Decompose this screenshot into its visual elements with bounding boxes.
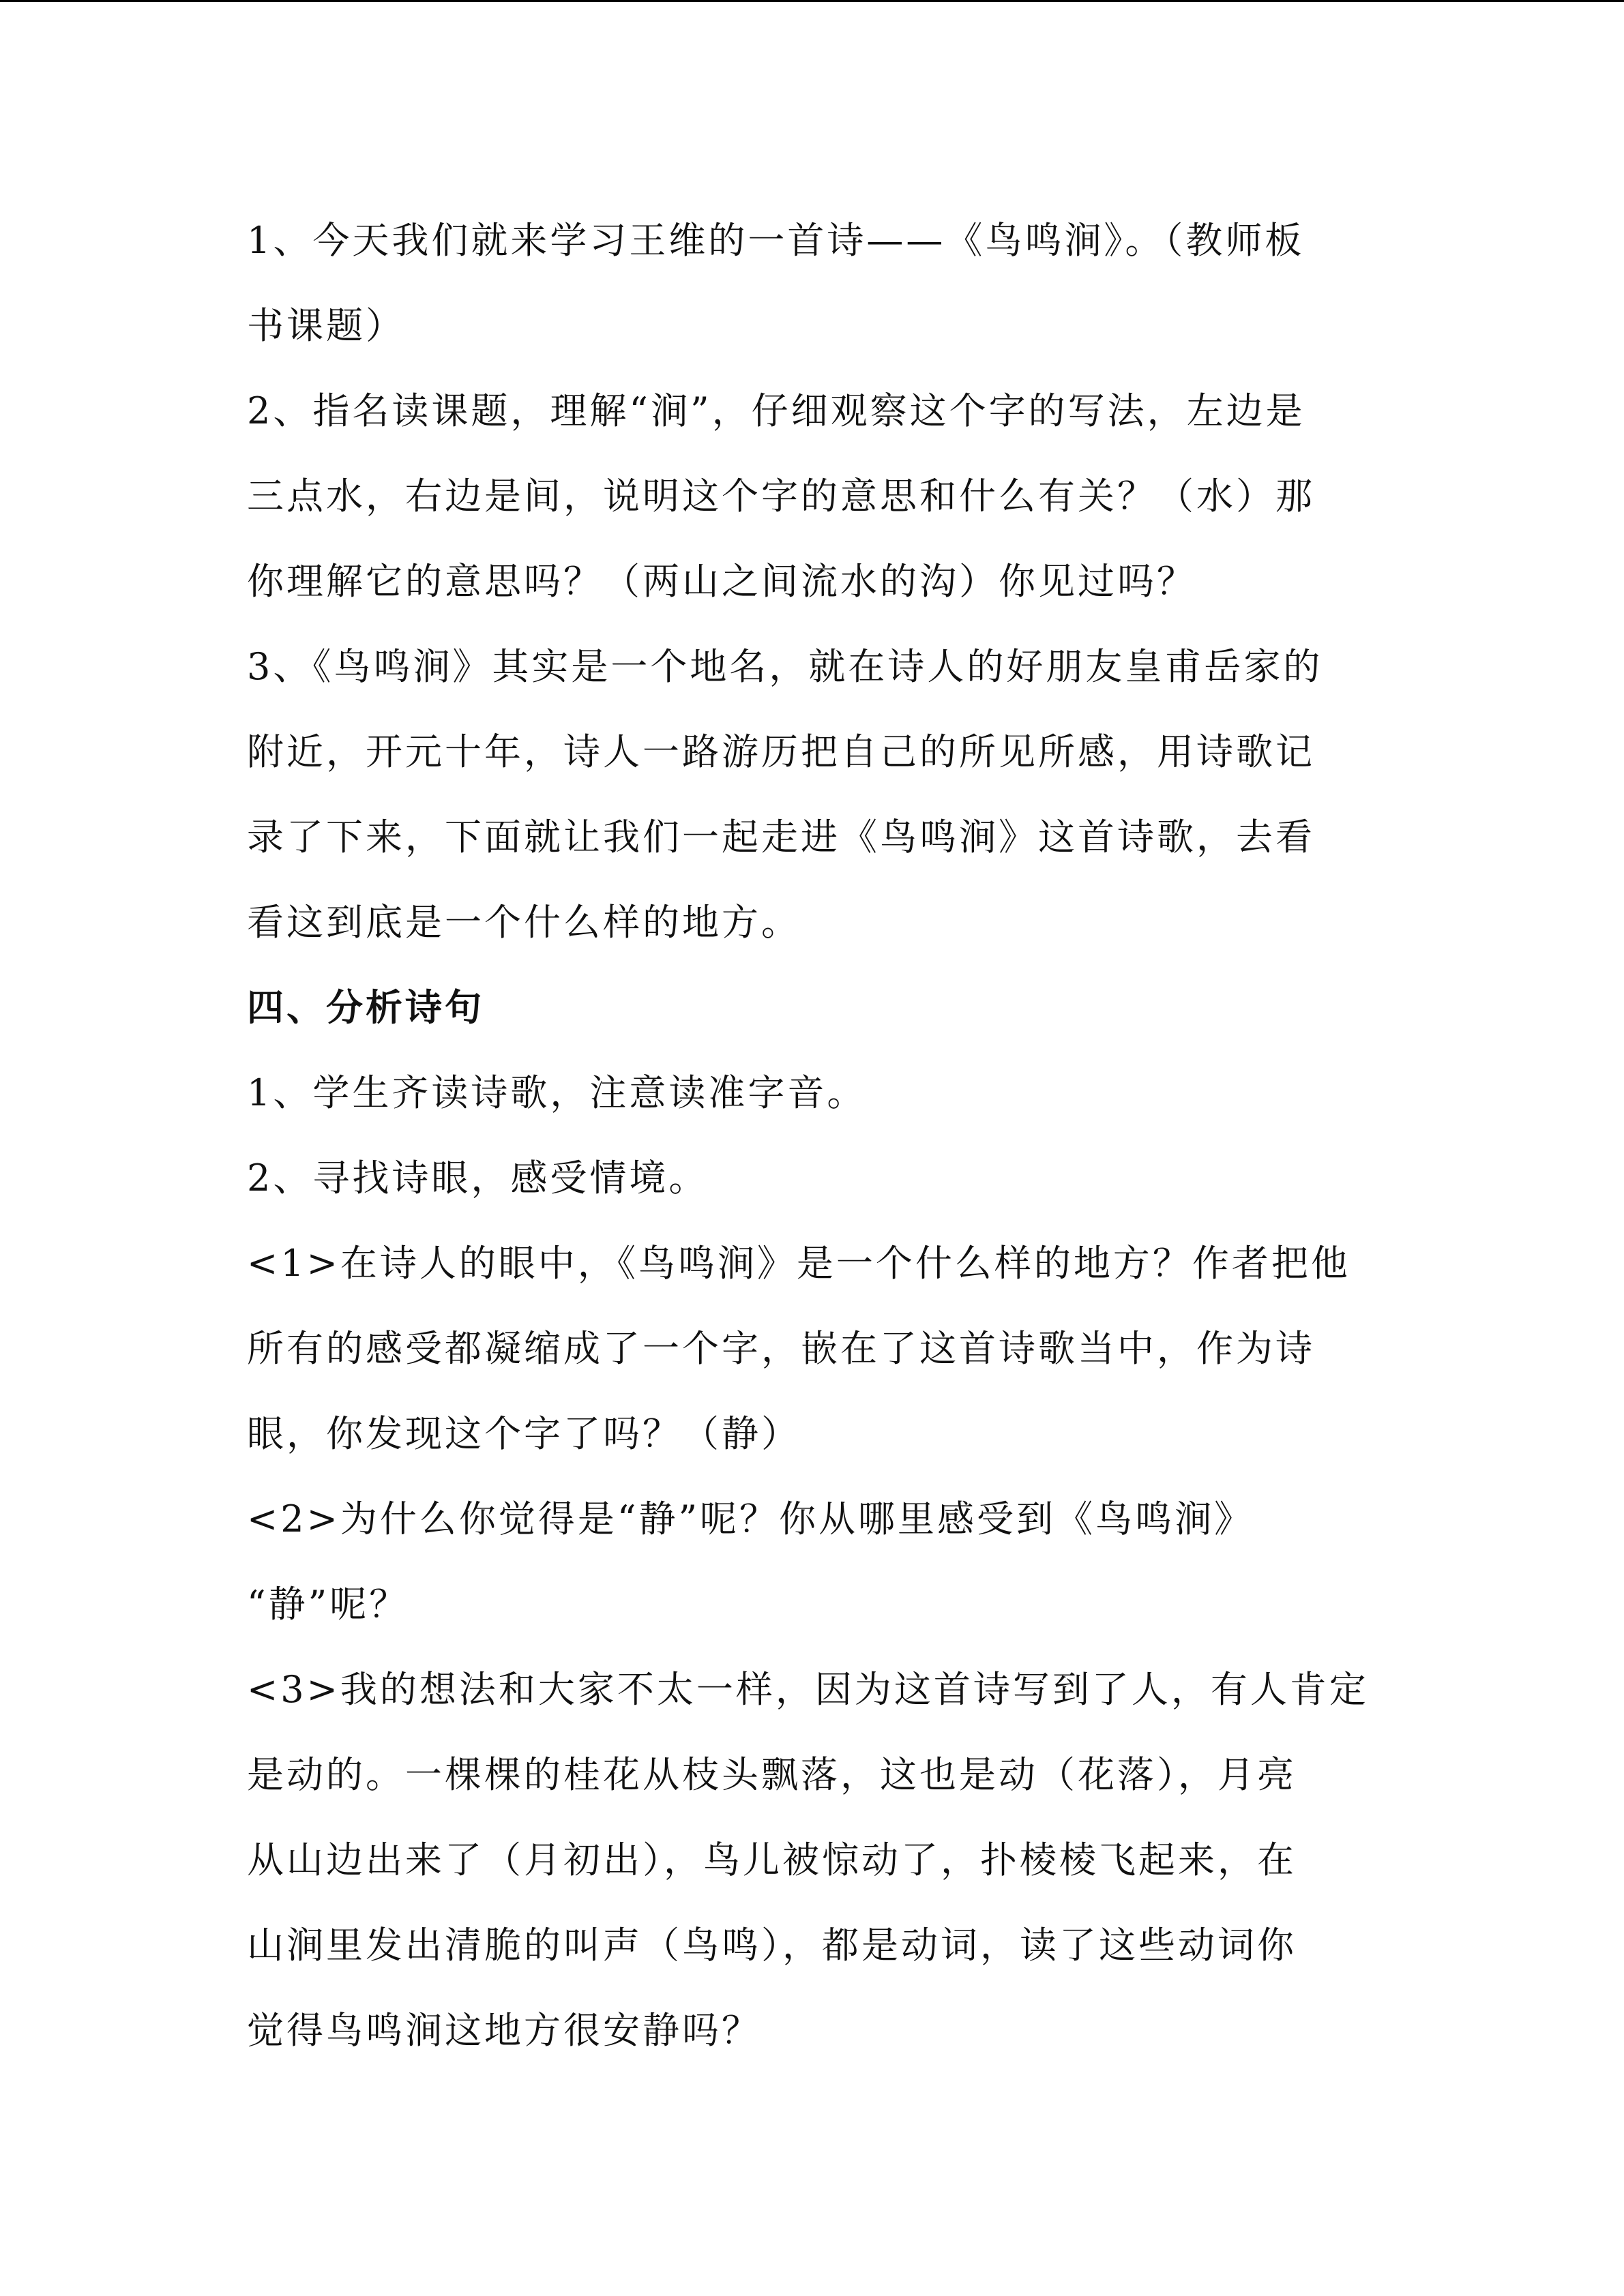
paragraph-line: 1、学生齐读诗歌，注意读准字音。 — [247, 1071, 867, 1114]
paragraph-line: <1>在诗人的眼中，《鸟鸣涧》是一个什么样的地方？作者把他 — [247, 1242, 1350, 1285]
paragraph-line: 是动的。一棵棵的桂花从枝头飘落，这也是动（花落），月亮 — [247, 1753, 1297, 1796]
paragraph-line: 书课题） — [247, 304, 405, 347]
section-heading: 四、分析诗句 — [247, 986, 484, 1029]
paragraph-line: 附近，开元十年，诗人一路游历把自己的所见所感，用诗歌记 — [247, 730, 1315, 773]
paragraph-line: 你理解它的意思吗？（两山之间流水的沟）你见过吗？ — [247, 560, 1196, 603]
paragraph-line: 1、今天我们就来学习王维的一首诗——《鸟鸣涧》。（教师板 — [247, 219, 1305, 262]
document-body — [247, 205, 1379, 2080]
paragraph-line: 看这到底是一个什么样的地方。 — [247, 901, 801, 944]
paragraph-line: “静”呢？ — [247, 1583, 409, 1626]
paragraph-line: 所有的感受都凝缩成了一个字，嵌在了这首诗歌当中，作为诗 — [247, 1327, 1315, 1370]
paragraph-line: <3>我的想法和大家不太一样，因为这首诗写到了人，有人肯定 — [247, 1668, 1369, 1711]
paragraph-line: <2>为什么你觉得是“静”呢？你从哪里感受到《鸟鸣涧》 — [247, 1497, 1254, 1540]
paragraph-line: 眼，你发现这个字了吗？（静） — [247, 1412, 801, 1455]
paragraph-line: 2、寻找诗眼，感受情境。 — [247, 1157, 709, 1199]
paragraph-line: 录了下来，下面就让我们一起走进《鸟鸣涧》这首诗歌，去看 — [247, 816, 1315, 859]
paragraph-line: 2、指名读课题，理解“涧”，仔细观察这个字的写法，左边是 — [247, 389, 1305, 432]
paragraph-line: 三点水，右边是间，说明这个字的意思和什么有关？（水）那 — [247, 475, 1315, 518]
paragraph-line: 从山边出来了（月初出），鸟儿被惊动了，扑棱棱飞起来，在 — [247, 1838, 1297, 1881]
top-border-line — [0, 0, 1624, 2]
paragraph-line: 3、《鸟鸣涧》其实是一个地名，就在诗人的好朋友皇甫岳家的 — [247, 645, 1323, 688]
paragraph-line: 觉得鸟鸣涧这地方很安静吗？ — [247, 2009, 761, 2052]
paragraph-line: 山涧里发出清脆的叫声（鸟鸣），都是动词，读了这些动词你 — [247, 1924, 1297, 1967]
